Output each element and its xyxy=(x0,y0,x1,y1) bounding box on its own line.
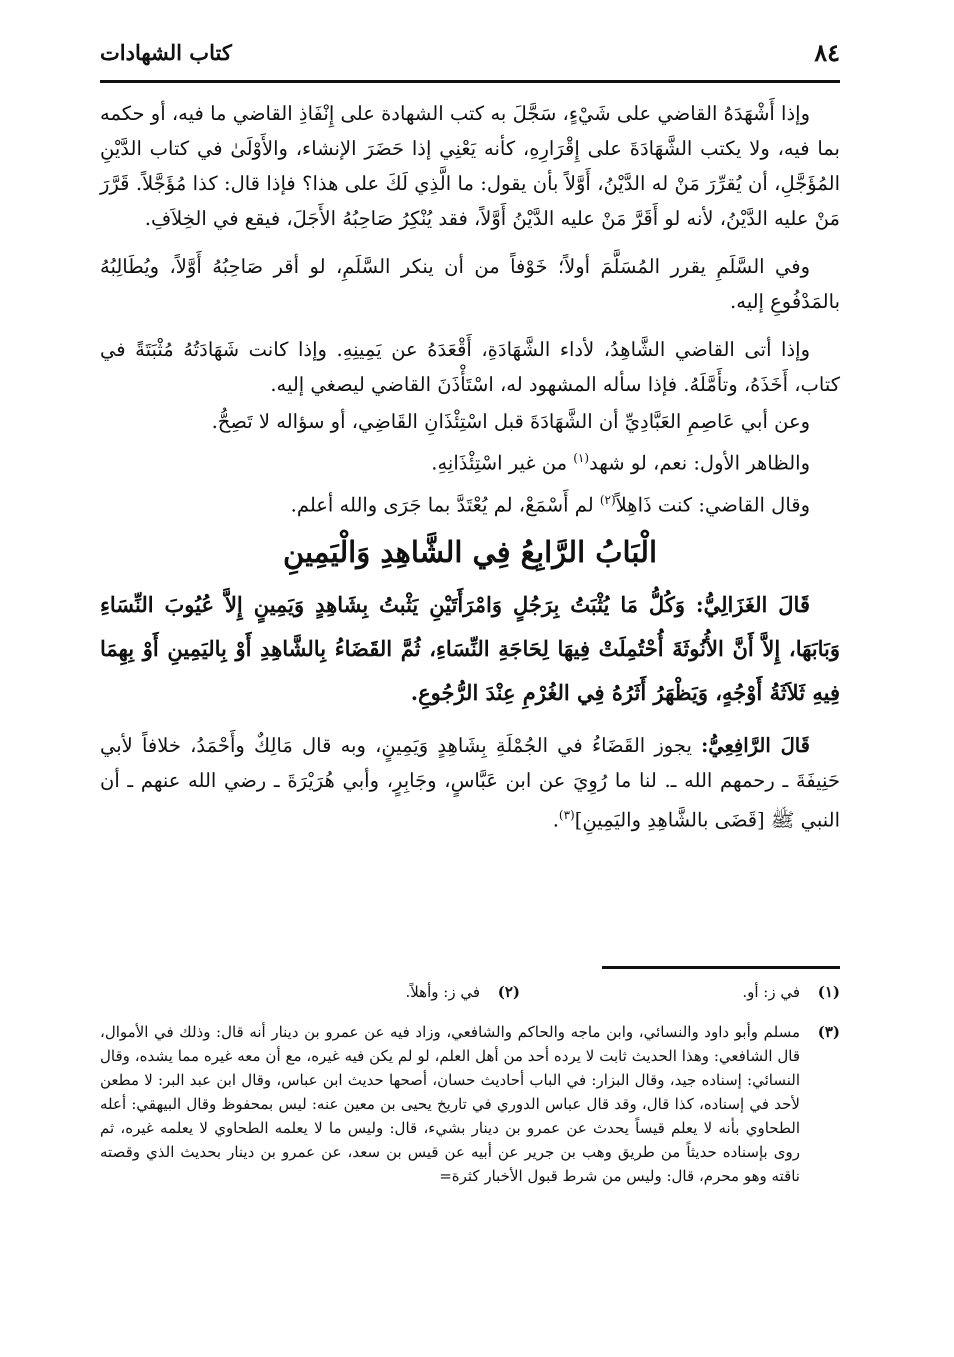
footnote-ref-3[interactable]: (٣) xyxy=(558,808,575,822)
paragraph-rafii xyxy=(100,728,840,838)
rafii-text-end: . xyxy=(552,808,559,832)
footnote-ref-1[interactable]: (١) xyxy=(573,451,590,465)
footnote-3-number: (٣) xyxy=(817,1023,840,1041)
running-title: كتاب الشهادات xyxy=(100,40,232,65)
footnote-row-short xyxy=(100,980,840,1004)
running-header xyxy=(100,38,840,72)
ghazali-speaker: قَالَ الغَزَالِيُّ: xyxy=(695,592,810,617)
footnote-2-text: في ز: وأهلاً. xyxy=(405,983,480,1001)
page-number: ٨٤ xyxy=(814,38,840,67)
footnote-divider xyxy=(602,966,840,969)
footnote-1-text: في ز: أو. xyxy=(742,983,800,1001)
rafii-speaker: قَالَ الرَّافِعِيُّ: xyxy=(701,734,811,757)
rafii-text: يجوز القَضَاءُ في الجُمْلَةِ بِشَاهِدٍ وَيَمِينٍ، وبه قال مَالِكٌ وأَحْمَدُ، خلافاً لأبي حَنِيفَةَ ـ رحمهم الله ـ. لنا ما رُوِيَ عن ابن عَبَّاسٍ، وجَابِرٍ، وأبي هُرَيْرَةَ ـ رضي الله عنهم ـ أن النبي ﷺ [قَضَى بالشَّاهِدِ واليَمِينِ] xyxy=(100,734,840,832)
judge-distracted-text: وقال القاضي: كنت ذَاهِلاً xyxy=(615,493,810,516)
footnote-3-text: مسلم وأبو داود والنسائي، وابن ماجه والحاكم والشافعي، وزاد فيه عن عمرو بن دينار أنه قال: وذلك في الأموال، قال الشافعي: وهذا الحديث ثابت لا يرده أحد من أهل العلم، لو لم يكن فيه غيره، مع أن معه غيره مما يشده، وقال النسائي: إسناده جيد، وقال البزار: في الباب أحاديث حسان، أصحها حديث ابن عباس، وقال ابن عبد البر: لا مطعن لأحد في إسناده، كذا قال، وقد قال عباس الدوري في تاريخ يحيى بن معين عنه: ليس بمحفوظ وقال البيهقي: أعله الطحاوي بأنه لا يعلم قيساً يحدث عن عمرو بن دينار بشيء، قال: وليس ما لا يعلمه الطحاوي لا يعلمه غيره، ثم روى بإسناده حديثاً من طريق وهب بن جرير عن أبيه عن قيس بن سعد، عن عمرو بن دينار بحديث الذي وقصته ناقته وهو محرم، قال: وليس من شرط قبول الأخبار كثرة= xyxy=(100,1023,800,1185)
footnote-ref-2[interactable]: (٢) xyxy=(599,492,616,507)
footnote-2-number: (٢) xyxy=(497,983,520,1001)
footnotes-section xyxy=(100,980,840,1188)
footnote-2 xyxy=(405,980,520,1004)
judge-distracted-text-end: لم أَسْمَعْ، لم يُعْتَدَّ بما جَرَى والله أعلم. xyxy=(290,493,600,516)
apparent-view-text-end: من غير اسْتِئْذَانِهِ. xyxy=(431,451,574,475)
ghazali-text: وَكُلُّ مَا يُثْبَتُ بِرَجُلٍ وَامْرَأَتَيْنِ يَثْبتُ بِشَاهِدٍ وَيَمِينٍ إِلاَّ عُيُوبَ النِّسَاءِ وَبَابَهَا، إِلاَّ أَنَّ الأُنُوثَةَ أُحْتُمِلَتْ فِيهَا لِحَاجَةِ النِّسَاءِ، ثُمَّ القَضَاءُ بِالشَّاهِدِ أَوْ بِاليَمِينِ أَوْ بِهِمَا فِيهِ ثَلاَثَةُ أَوْجُهٍ، وَيَظْهَرُ أَثَرُهُ فِي الغُرْمِ عِنْدَ الرُّجُوعِ. xyxy=(100,592,840,705)
paragraph-testimony-recording: وإذا أَشْهَدَهُ القاضي على شَيْءٍ، سَجَّلَ به كتب الشهادة على إِنْفَاذِ القاضي ما فيه، أو حكمه بما فيه، ولا يكتب الشَّهَادَةَ على إِقْرَارِهِ، كأنه يَعْنِي إذا حَضَرَ الإنشاء، والأَوْلَىٰ في كتاب الدَّيْنِ المُؤَجَّلِ، أن يُقرِّرَ مَنْ له الدَّيْنُ، أَوَّلاً بأن يقول: ما الَّذِي لَكَ على هذا؟ فإذا قال: كذا مُؤَجَّلاً. قَرَّرَ مَنْ عليه الدَّيْنُ، لأنه لو أَقَرَّ مَنْ عليه الدَّيْنُ أَوَّلاً، فقد يُنْكِرُ صَاحِبُهُ الأَجَلَ، فيقع في الخِلاَفِ. xyxy=(100,102,840,230)
chapter-heading: الْبَابُ الرَّابِعُ فِي الشَّاهِدِ وَالْيَمِينِ xyxy=(282,535,657,569)
footnote-1-number: (١) xyxy=(817,983,840,1001)
paragraph-witness-arrival: وإذا أتى القاضي الشَّاهِدُ، لأداء الشَّهَادَةِ، أَقْعَدَهُ عن يَمِينِهِ. وإذا كانت شَهَادَتُهُ مُثْبَتَةً في كتاب، أَخَذَهُ، وتأَمَّلَهُ. فإذا سأله المشهود له، اسْتَأْذَنَ القاضي ليصغي إليه. xyxy=(100,338,840,396)
main-text xyxy=(100,96,840,851)
paragraph-abu-asim: وعن أبي عَاصِمِ العَبَّادِيِّ أن الشَّهَادَةَ قبل اسْتِئْذَانِ القَاضِي، أو سؤاله لا تَصِحُّ. xyxy=(211,410,810,433)
paragraph-apparent-view xyxy=(100,441,840,481)
header-divider xyxy=(100,80,840,83)
paragraph-salam: وفي السَّلَمِ يقرر المُسَلَّمَ أولاً؛ خَوْفاً من أن ينكر السَّلَمِ، لو أقر صَاحِبُهُ أَوَّلاً، ويُطَالِبُهُ بالمَدْفُوعِ إليه. xyxy=(100,255,840,313)
footnote-1 xyxy=(520,980,840,1004)
paragraph-judge-distracted xyxy=(100,483,840,523)
paragraph-ghazali xyxy=(100,583,840,715)
footnote-3 xyxy=(100,1020,840,1188)
apparent-view-text: والظاهر الأول: نعم، لو شهد xyxy=(589,451,810,475)
